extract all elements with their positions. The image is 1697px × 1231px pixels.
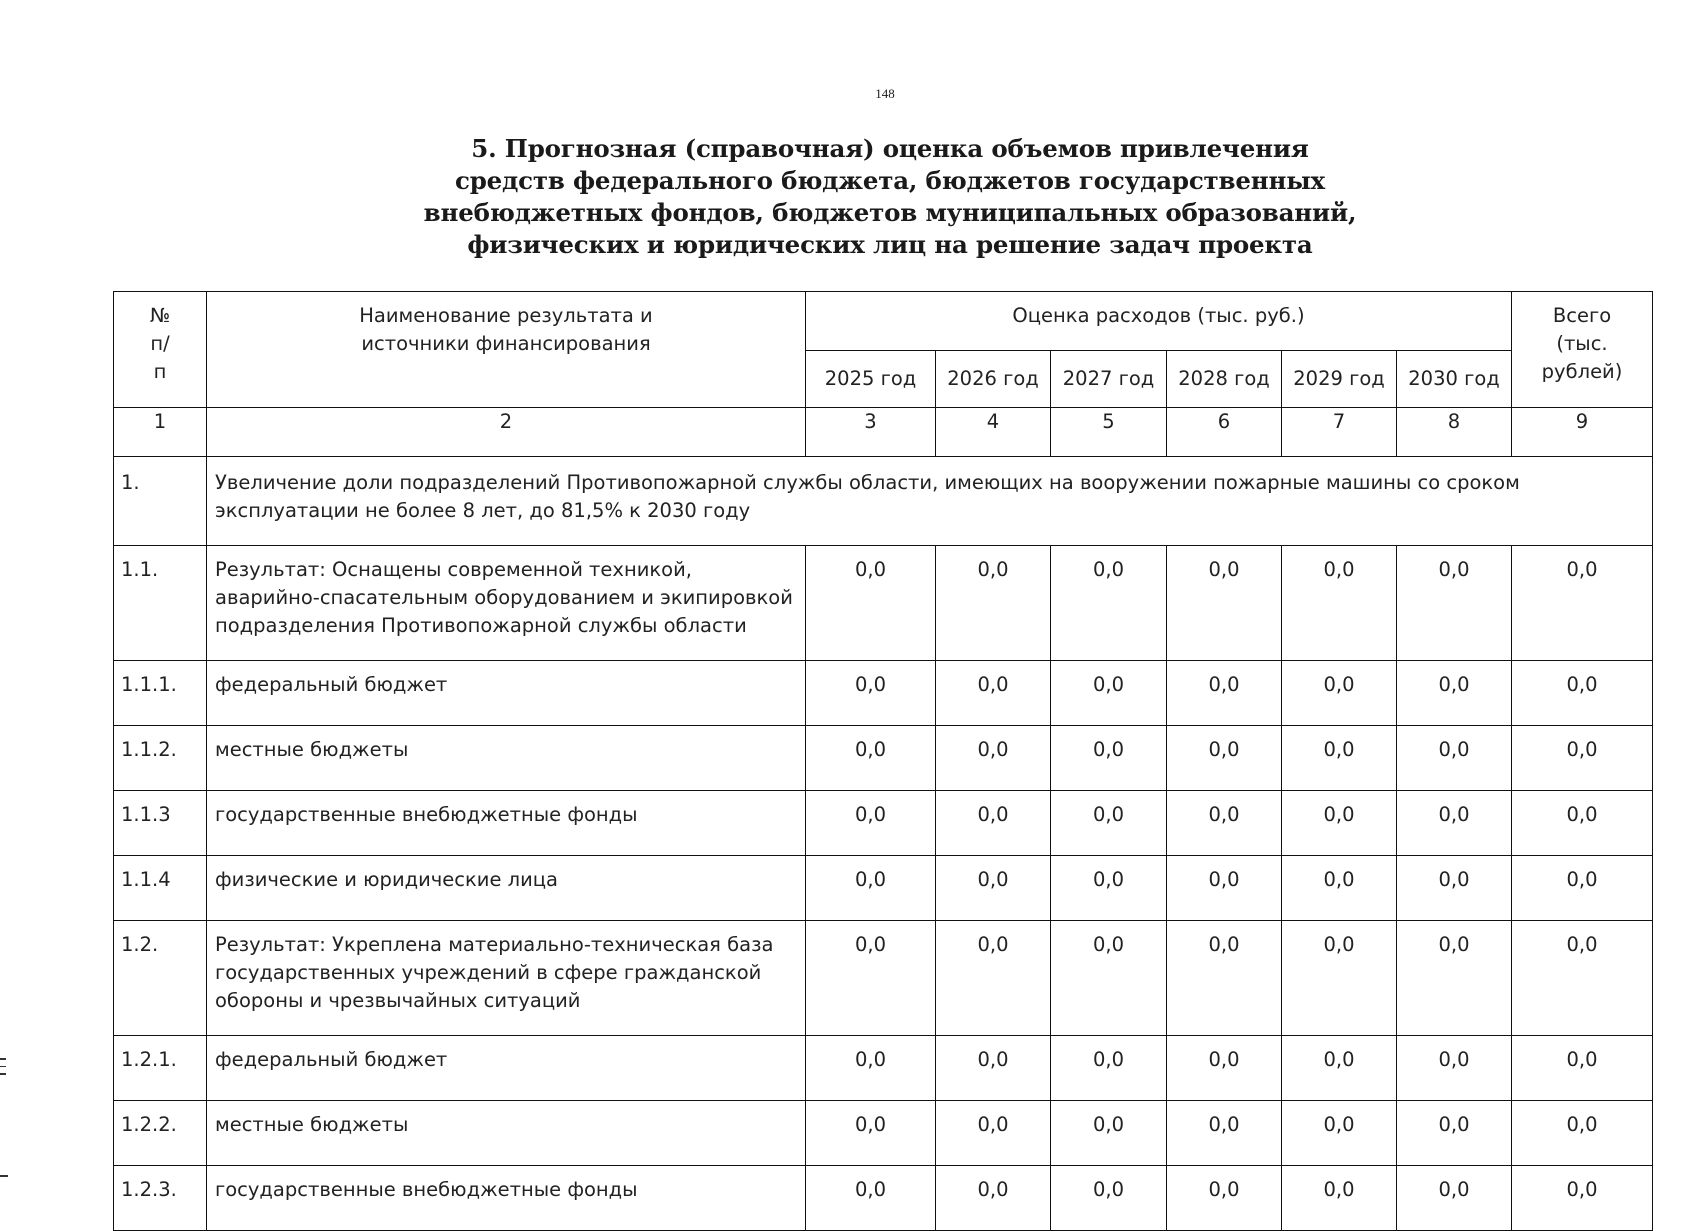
row-num: 1.1.2. — [114, 726, 207, 791]
row-name: государственные внебюджетные фонды — [207, 791, 806, 856]
row-year-value: 0,0 — [1282, 921, 1397, 1036]
row-year-value: 0,0 — [1397, 791, 1512, 856]
row-year-value: 0,0 — [806, 1101, 936, 1166]
row-year-value: 0,0 — [806, 921, 936, 1036]
row-total-value: 0,0 — [1512, 921, 1653, 1036]
row-year-value: 0,0 — [1051, 1101, 1167, 1166]
header-year: 2029 год — [1282, 351, 1397, 408]
row-num: 1.1. — [114, 546, 207, 661]
row-year-value: 0,0 — [1167, 726, 1282, 791]
row-name: Результат: Укреплена материально-техническая база государственных учреждений в сфере гражданской обороны и чрезвычайных ситуаций — [207, 921, 806, 1036]
row-year-value: 0,0 — [936, 661, 1051, 726]
header-year: 2030 год — [1397, 351, 1512, 408]
row-year-value: 0,0 — [806, 661, 936, 726]
column-number: 5 — [1051, 408, 1167, 457]
row-year-value: 0,0 — [1282, 1101, 1397, 1166]
header-total: Всего (тыс. рублей) — [1512, 292, 1653, 408]
row-total-value: 0,0 — [1512, 1166, 1653, 1231]
margin-marks — [0, 1058, 6, 1081]
row-year-value: 0,0 — [806, 546, 936, 661]
table-row — [114, 1166, 1653, 1231]
column-number: 8 — [1397, 408, 1512, 457]
column-number-row — [114, 408, 1653, 457]
row-year-value: 0,0 — [936, 1036, 1051, 1101]
row-year-value: 0,0 — [1051, 856, 1167, 921]
row-year-value: 0,0 — [1282, 1036, 1397, 1101]
row-num: 1.2. — [114, 921, 207, 1036]
row-year-value: 0,0 — [1167, 921, 1282, 1036]
row-year-value: 0,0 — [1167, 1036, 1282, 1101]
title-line: внебюджетных фондов, бюджетов муниципальных образований, — [423, 198, 1357, 227]
margin-mark — [0, 1175, 8, 1177]
row-year-value: 0,0 — [1397, 1036, 1512, 1101]
column-number: 9 — [1512, 408, 1653, 457]
row-year-value: 0,0 — [806, 856, 936, 921]
header-name: Наименование результата и источники финансирования — [207, 292, 806, 408]
title-line: физических и юридических лиц на решение задач проекта — [467, 230, 1313, 259]
row-year-value: 0,0 — [806, 726, 936, 791]
row-year-value: 0,0 — [1282, 546, 1397, 661]
row-year-value: 0,0 — [806, 1166, 936, 1231]
row-year-value: 0,0 — [1397, 661, 1512, 726]
section-num: 1. — [114, 457, 207, 546]
row-year-value: 0,0 — [1167, 1101, 1282, 1166]
header-estimate: Оценка расходов (тыс. руб.) — [806, 292, 1512, 351]
row-name: местные бюджеты — [207, 726, 806, 791]
row-year-value: 0,0 — [1051, 921, 1167, 1036]
row-year-value: 0,0 — [1051, 546, 1167, 661]
row-year-value: 0,0 — [936, 726, 1051, 791]
section-text: Увеличение доли подразделений Противопожарной службы области, имеющих на вооружении пожарные машины со сроком эксплуатации не более 8 лет, до 81,5% к 2030 году — [207, 457, 1653, 546]
row-total-value: 0,0 — [1512, 856, 1653, 921]
row-total-value: 0,0 — [1512, 1101, 1653, 1166]
page-number: 148 — [875, 86, 895, 101]
row-year-value: 0,0 — [1397, 921, 1512, 1036]
row-year-value: 0,0 — [936, 1166, 1051, 1231]
column-number: 1 — [114, 408, 207, 457]
table-row — [114, 1036, 1653, 1101]
row-year-value: 0,0 — [1282, 726, 1397, 791]
row-year-value: 0,0 — [1397, 1166, 1512, 1231]
column-number: 6 — [1167, 408, 1282, 457]
row-num: 1.1.1. — [114, 661, 207, 726]
row-year-value: 0,0 — [1167, 856, 1282, 921]
row-num: 1.2.1. — [114, 1036, 207, 1101]
row-num: 1.1.3 — [114, 791, 207, 856]
column-number: 2 — [207, 408, 806, 457]
row-year-value: 0,0 — [1167, 791, 1282, 856]
table-row — [114, 661, 1653, 726]
row-year-value: 0,0 — [1397, 726, 1512, 791]
row-name: федеральный бюджет — [207, 661, 806, 726]
row-name: Результат: Оснащены современной техникой, аварийно-спасательным оборудованием и экипировкой подразделения Противопожарной службы области — [207, 546, 806, 661]
column-number: 4 — [936, 408, 1051, 457]
column-number: 3 — [806, 408, 936, 457]
row-year-value: 0,0 — [1282, 1166, 1397, 1231]
header-year: 2025 год — [806, 351, 936, 408]
row-total-value: 0,0 — [1512, 791, 1653, 856]
row-year-value: 0,0 — [1051, 661, 1167, 726]
row-name: физические и юридические лица — [207, 856, 806, 921]
header-row — [114, 292, 1653, 351]
row-year-value: 0,0 — [936, 546, 1051, 661]
financing-table — [113, 291, 1653, 1231]
table-row — [114, 791, 1653, 856]
row-name: государственные внебюджетные фонды — [207, 1166, 806, 1231]
row-year-value: 0,0 — [936, 921, 1051, 1036]
row-year-value: 0,0 — [1051, 791, 1167, 856]
row-total-value: 0,0 — [1512, 661, 1653, 726]
row-year-value: 0,0 — [1167, 661, 1282, 726]
row-year-value: 0,0 — [936, 1101, 1051, 1166]
row-year-value: 0,0 — [936, 856, 1051, 921]
row-year-value: 0,0 — [1282, 661, 1397, 726]
row-total-value: 0,0 — [1512, 1036, 1653, 1101]
row-num: 1.1.4 — [114, 856, 207, 921]
header-year: 2027 год — [1051, 351, 1167, 408]
header-year: 2028 год — [1167, 351, 1282, 408]
row-year-value: 0,0 — [806, 791, 936, 856]
row-num: 1.2.3. — [114, 1166, 207, 1231]
table-row — [114, 856, 1653, 921]
title-line: средств федерального бюджета, бюджетов государственных — [455, 166, 1325, 195]
section-row — [114, 457, 1653, 546]
row-year-value: 0,0 — [1051, 1166, 1167, 1231]
title-line: 5. Прогнозная (справочная) оценка объемов привлечения — [471, 134, 1309, 163]
header-year: 2026 год — [936, 351, 1051, 408]
column-number: 7 — [1282, 408, 1397, 457]
table-row — [114, 921, 1653, 1036]
row-year-value: 0,0 — [1397, 546, 1512, 661]
row-year-value: 0,0 — [1051, 726, 1167, 791]
header-num: № п/п — [114, 292, 207, 408]
row-total-value: 0,0 — [1512, 726, 1653, 791]
row-year-value: 0,0 — [1282, 856, 1397, 921]
row-year-value: 0,0 — [806, 1036, 936, 1101]
table-row — [114, 726, 1653, 791]
table-row — [114, 1101, 1653, 1166]
row-num: 1.2.2. — [114, 1101, 207, 1166]
row-total-value: 0,0 — [1512, 546, 1653, 661]
table-row — [114, 546, 1653, 661]
row-year-value: 0,0 — [1397, 1101, 1512, 1166]
row-name: местные бюджеты — [207, 1101, 806, 1166]
row-year-value: 0,0 — [1282, 791, 1397, 856]
row-year-value: 0,0 — [1167, 1166, 1282, 1231]
row-year-value: 0,0 — [1167, 546, 1282, 661]
row-year-value: 0,0 — [1397, 856, 1512, 921]
row-year-value: 0,0 — [1051, 1036, 1167, 1101]
row-name: федеральный бюджет — [207, 1036, 806, 1101]
row-year-value: 0,0 — [936, 791, 1051, 856]
document-title — [380, 133, 1400, 261]
